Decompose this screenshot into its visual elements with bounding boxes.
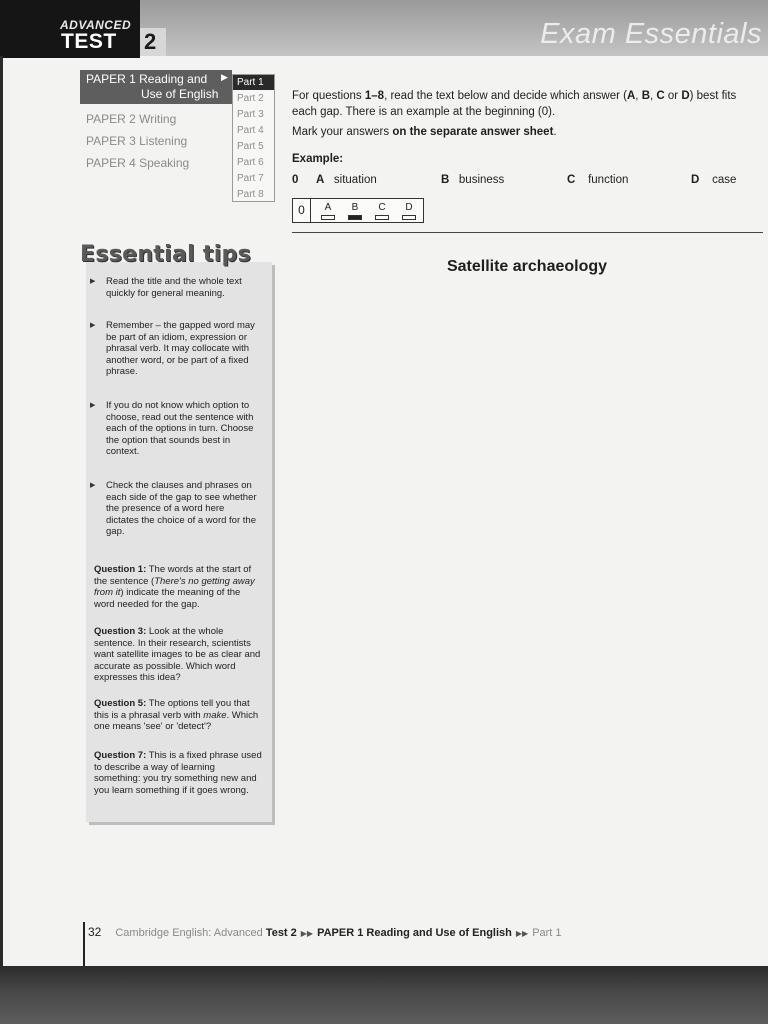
answer-box-number: 0 [293,199,311,222]
paper-1-tab[interactable] [80,70,232,104]
instr-bold: on the separate answer sheet [392,126,554,138]
answer-lozenge-a[interactable] [321,215,335,220]
instructions: For questions 1–8, read the text below and decide which answer (A, B, C or D) best fits each gap. There is an example at the beginning (0). [292,90,737,118]
example-option-c [567,174,628,186]
part-4-item[interactable]: Part 4 [237,125,264,136]
answer-letter: C [378,202,386,213]
double-arrow-icon: ▶▶ [300,929,314,938]
question-hint [94,698,262,733]
tip-item [90,276,258,299]
footer-part: Part 1 [532,927,562,939]
hint-text: This is a fixed phrase used to describe a way of learning something: you try something new and you learn something if it goes wrong. [94,750,262,796]
footer-paper: PAPER 1 Reading and Use of English [317,927,512,939]
hint-text: . Which one means 'see' or 'detect'? [94,709,259,733]
example-label: Example: [292,153,344,165]
bullet-arrow-icon: ▶ [90,278,96,285]
option-word: situation [333,174,377,186]
option-word: function [588,174,629,186]
paper-3-tab[interactable]: PAPER 3 Listening [86,134,188,148]
hint-italic: There's no getting away from it [94,575,255,599]
test-label: TEST [61,30,117,53]
example-number-text: 0 [292,174,299,186]
paper-2-tab[interactable]: PAPER 2 Writing [86,112,177,126]
hint-italic: make [203,709,227,721]
instr-letter: D [681,90,690,102]
article-title: Satellite archaeology [446,258,608,275]
series-label: ADVANCED [60,18,132,32]
question-label: Question 7: [94,750,147,761]
example-option-d [691,174,736,186]
tips-panel [86,262,272,822]
answer-lozenge-d[interactable] [402,215,416,220]
instr-text: or [664,90,682,102]
question-hint [94,750,262,796]
footer-rule [83,922,85,966]
question-label: Question 3: [94,626,147,637]
mark-instructions [292,124,762,140]
part-5-item[interactable]: Part 5 [237,141,264,152]
footer-test: Test 2 [265,927,297,939]
divider [292,232,763,233]
footer [88,925,562,939]
paper-1-label-line2: Use of English [141,87,219,101]
tip-item [90,400,258,458]
instr-text: 0 [541,106,549,118]
instr-range: 1–8 [364,90,385,102]
parts-list [232,74,275,202]
example-option-b [441,174,504,186]
answer-lozenge-c[interactable] [375,215,389,220]
instr-letter: B [641,90,650,102]
book-title: Exam Essentials [540,18,762,50]
example-number [292,174,298,186]
bullet-arrow-icon: ▶ [90,482,96,489]
part-6-item[interactable]: Part 6 [237,157,264,168]
question-label: Question 5: [94,698,147,709]
example-answer-box [292,198,424,223]
option-word: business [458,174,505,186]
answer-letter: D [405,202,413,213]
part-1-item[interactable]: Part 1 [233,75,274,90]
tips-heading: Essential tips [80,242,252,267]
instr-text: ). [548,106,556,118]
instr-text: Mark your answers [292,126,393,138]
question-hint [94,626,262,684]
paper-4-tab[interactable]: PAPER 4 Speaking [86,156,190,170]
test-number: 2 [140,28,166,56]
tip-item [90,480,258,538]
instr-text: , read the text below and decide which answer ( [384,90,627,102]
option-letter: B [441,174,450,186]
example-option-a [316,174,377,186]
answer-letter: A [324,202,332,213]
part-8-item[interactable]: Part 8 [237,189,264,200]
option-letter: D [691,174,700,186]
instr-letter: A [626,90,636,102]
tip-text: Check the clauses and phrases on each side of the gap to see whether the presence of a word here dictates the choice of a word for the gap. [106,480,257,538]
question-label: Question 1: [94,564,147,575]
hint-text: The words at the start of the sentence ( [94,564,252,587]
bottom-band [0,966,768,1024]
option-word: case [712,174,737,186]
tip-text: Read the title and the whole text quickly for general meaning. [106,276,242,299]
tip-item [90,320,258,378]
part-3-item[interactable]: Part 3 [237,109,264,120]
paper-1-label-line1: PAPER 1 Reading and [86,72,208,86]
instr-text: For questions [292,90,365,102]
answer-letter: B [351,202,359,213]
part-2-item[interactable]: Part 2 [237,93,264,104]
instr-text: ) best fits each gap. There is an example at the beginning ( [292,90,737,118]
instr-letter: C [656,90,665,102]
part-7-item[interactable]: Part 7 [237,173,264,184]
bullet-arrow-icon: ▶ [90,402,96,409]
hint-text: Look at the whole sentence. In their research, scientists want satellite images to be as clear and accurate as possible. Which word expresses this idea? [94,626,261,684]
arrow-right-icon: ▶ [221,72,228,82]
tip-text: Remember – the gapped word may be part of an idiom, expression or phrasal verb. It may collocate with another word, or be part of a fixed phrase. [106,320,255,378]
footer-book: Cambridge English: Advanced [115,927,263,939]
page-number: 32 [88,925,102,939]
hint-text: The options tell you that this is a phrasal verb with [94,698,250,721]
option-letter: C [567,174,576,186]
hint-text: ) indicate the meaning of the word needed for the gap. [94,587,241,610]
answer-lozenge-b[interactable] [348,215,362,220]
page-edge [0,56,3,966]
option-letter: A [316,174,325,186]
double-arrow-icon: ▶▶ [515,929,529,938]
tip-text: If you do not know which option to choose, read out the sentence with each of the options in turn. Choose the option that sounds best in context. [106,400,254,458]
question-hint [94,564,262,610]
bullet-arrow-icon: ▶ [90,322,96,329]
instr-text: . [553,126,557,138]
